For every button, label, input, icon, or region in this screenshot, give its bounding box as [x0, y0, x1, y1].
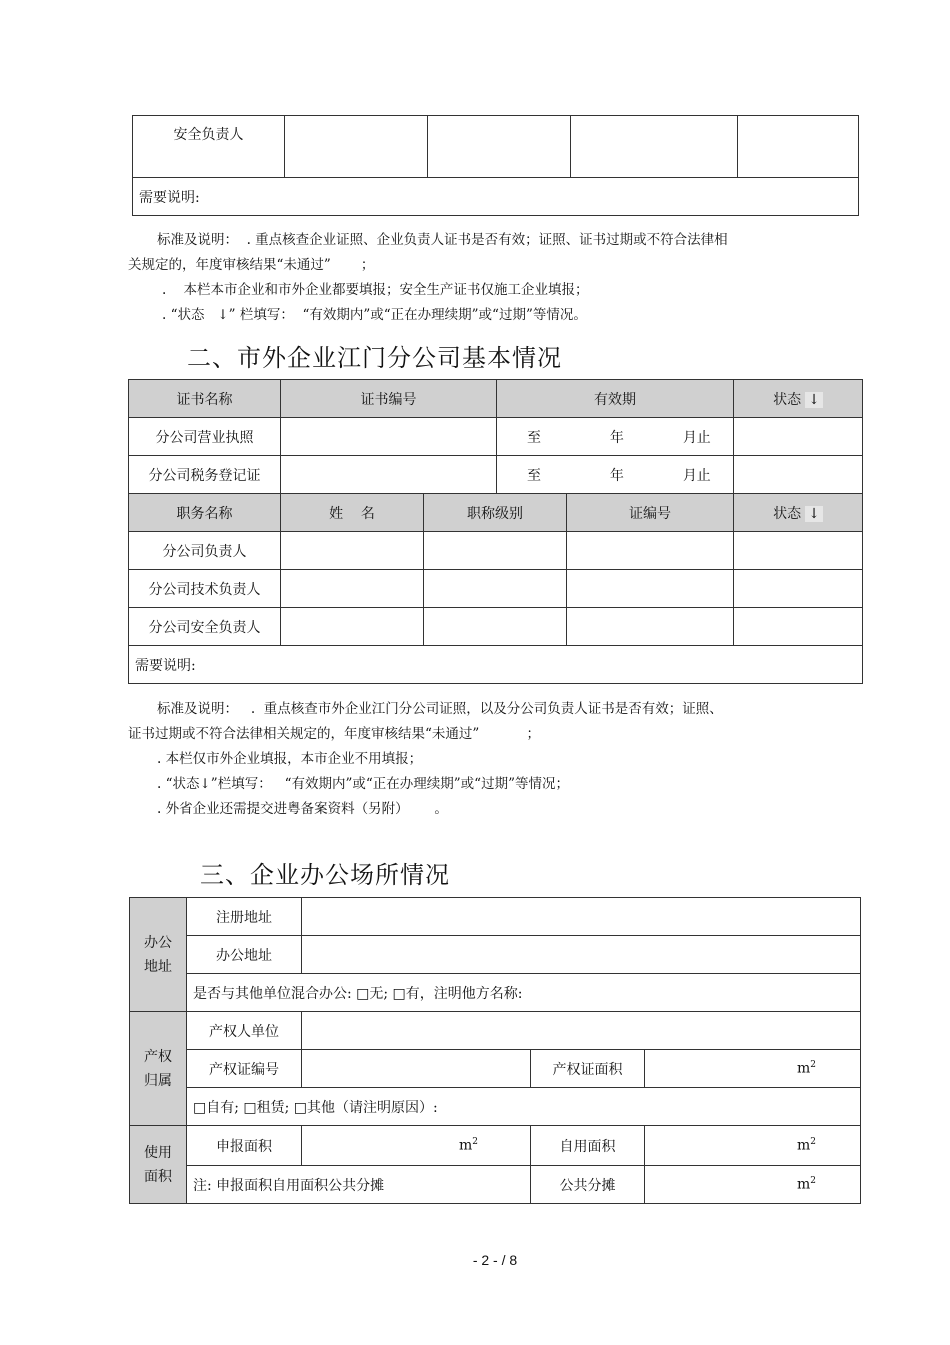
note2-line2: 证书过期或不符合法律相关规定的，年度审核结果“未通过” ； — [128, 726, 541, 742]
header-position: 职务名称 — [129, 494, 281, 532]
header-cert-name: 证书名称 — [129, 380, 281, 418]
status-field[interactable] — [734, 456, 863, 494]
status-label: 状态 — [773, 391, 802, 408]
header-validity: 有效期 — [497, 380, 734, 418]
title-level-field[interactable] — [424, 608, 567, 646]
validity-month: 月止 — [682, 467, 711, 484]
unit-m: m — [797, 1060, 811, 1077]
self-use-area-field[interactable] — [645, 1126, 861, 1166]
note-row-label[interactable]: 需要说明: — [133, 178, 859, 216]
note2-line3: . 本栏仅市外企业填报，本市企业不用填报； — [157, 751, 423, 767]
validity-year: 年 — [609, 467, 624, 484]
declared-area-label: 申报面积 — [187, 1126, 302, 1166]
office-address-label: 办公地址 — [187, 936, 302, 974]
header-status — [734, 380, 863, 418]
note1-line2: 关规定的，年度审核结果“未通过” ； — [128, 257, 375, 273]
header-status — [734, 494, 863, 532]
header-title-level: 职称级别 — [424, 494, 567, 532]
cert-no-field[interactable] — [281, 456, 497, 494]
person-branch-tech-head: 分公司技术负责人 — [129, 570, 281, 608]
branch-table — [128, 379, 863, 684]
public-share-field[interactable] — [645, 1166, 861, 1204]
title-level-field[interactable] — [424, 532, 567, 570]
person-branch-head: 分公司负责人 — [129, 532, 281, 570]
cell[interactable] — [428, 116, 571, 178]
header-cert-number: 证编号 — [567, 494, 734, 532]
unit-sup: 2 — [810, 1060, 817, 1071]
self-use-area-label: 自用面积 — [531, 1126, 645, 1166]
cell[interactable] — [571, 116, 738, 178]
page-number: - 2 - / 8 — [472, 1252, 518, 1268]
cell[interactable] — [738, 116, 859, 178]
validity-year: 年 — [609, 429, 624, 446]
cert-no-field[interactable] — [281, 418, 497, 456]
declared-area-field[interactable] — [302, 1126, 531, 1166]
status-field[interactable] — [734, 532, 863, 570]
validity-field[interactable] — [497, 456, 734, 494]
unit-sup: 2 — [810, 1137, 817, 1148]
top-table — [132, 115, 859, 216]
owner-unit-field[interactable] — [302, 1012, 861, 1050]
header-cert-no: 证书编号 — [281, 380, 497, 418]
property-cert-no-field[interactable] — [302, 1050, 531, 1088]
office-table — [129, 897, 861, 1204]
note2-line5: . 外省企业还需提交进粤备案资料（另附） 。 — [157, 801, 448, 817]
down-arrow-icon[interactable]: ↓ — [805, 506, 823, 522]
note2-line1: 标准及说明： . 重点核查市外企业江门分公司证照，以及分公司负责人证书是否有效；证照、 — [157, 701, 723, 717]
registered-address-label: 注册地址 — [187, 898, 302, 936]
down-arrow-icon[interactable]: ↓ — [805, 392, 823, 408]
unit-m: m — [797, 1137, 811, 1154]
status-field[interactable] — [734, 608, 863, 646]
public-share-label: 公共分摊 — [531, 1166, 645, 1204]
property-cert-no-label: 产权证编号 — [187, 1050, 302, 1088]
note1-line1: 标准及说明： . 重点核查企业证照、企业负责人证书是否有效；证照、证书过期或不符合法律相 — [157, 232, 728, 248]
status-field[interactable] — [734, 418, 863, 456]
cert-number-field[interactable] — [567, 532, 734, 570]
cert-name-business-license: 分公司营业执照 — [129, 418, 281, 456]
cert-number-field[interactable] — [567, 570, 734, 608]
property-cert-area-label: 产权证面积 — [531, 1050, 645, 1088]
note1-line3: . 本栏本市企业和市外企业都要填报；安全生产证书仅施工企业填报； — [162, 282, 589, 298]
status-field[interactable] — [734, 570, 863, 608]
header-name: 姓 名 — [281, 494, 424, 532]
usage-group-label: 使用 面积 — [130, 1126, 187, 1204]
name-field[interactable] — [281, 608, 424, 646]
usage-note: 注: 申报面积自用面积公共分摊 — [187, 1166, 531, 1204]
section3-title: 三、企业办公场所情况 — [200, 861, 450, 889]
validity-field[interactable] — [497, 418, 734, 456]
safety-head-label: 安全负责人 — [133, 116, 285, 178]
cell[interactable] — [285, 116, 428, 178]
property-cert-area-field[interactable] — [645, 1050, 861, 1088]
status-label: 状态 — [773, 505, 802, 522]
office-group-label: 办公 地址 — [130, 898, 187, 1012]
note1-line4: . “状态 ↓” 栏填写： “有效期内”或“正在办理续期”或“过期”等情况。 — [162, 307, 587, 323]
ownership-options[interactable]: □自有; □租赁; □其他（请注明原因）: — [187, 1088, 861, 1126]
office-address-field[interactable] — [302, 936, 861, 974]
note2-line4: . “状态↓”栏填写： “有效期内”或“正在办理续期”或“过期”等情况； — [157, 776, 569, 792]
title-level-field[interactable] — [424, 570, 567, 608]
unit-m: m — [458, 1137, 473, 1154]
property-group-label: 产权 归属 — [130, 1012, 187, 1126]
section2-title: 二、市外企业江门分公司基本情况 — [187, 344, 562, 372]
cert-number-field[interactable] — [567, 608, 734, 646]
name-field[interactable] — [281, 570, 424, 608]
unit-m: m — [797, 1176, 811, 1193]
cert-name-tax-registration: 分公司税务登记证 — [129, 456, 281, 494]
note-row-label[interactable]: 需要说明: — [129, 646, 863, 684]
owner-unit-label: 产权人单位 — [187, 1012, 302, 1050]
validity-month: 月止 — [682, 429, 711, 446]
registered-address-field[interactable] — [302, 898, 861, 936]
validity-to: 至 — [527, 429, 541, 446]
person-branch-safety-head: 分公司安全负责人 — [129, 608, 281, 646]
name-field[interactable] — [281, 532, 424, 570]
mixed-office-question[interactable]: 是否与其他单位混合办公: □无; □有，注明他方名称: — [187, 974, 861, 1012]
validity-to: 至 — [527, 467, 541, 484]
unit-sup: 2 — [472, 1137, 478, 1148]
unit-sup: 2 — [810, 1176, 817, 1187]
